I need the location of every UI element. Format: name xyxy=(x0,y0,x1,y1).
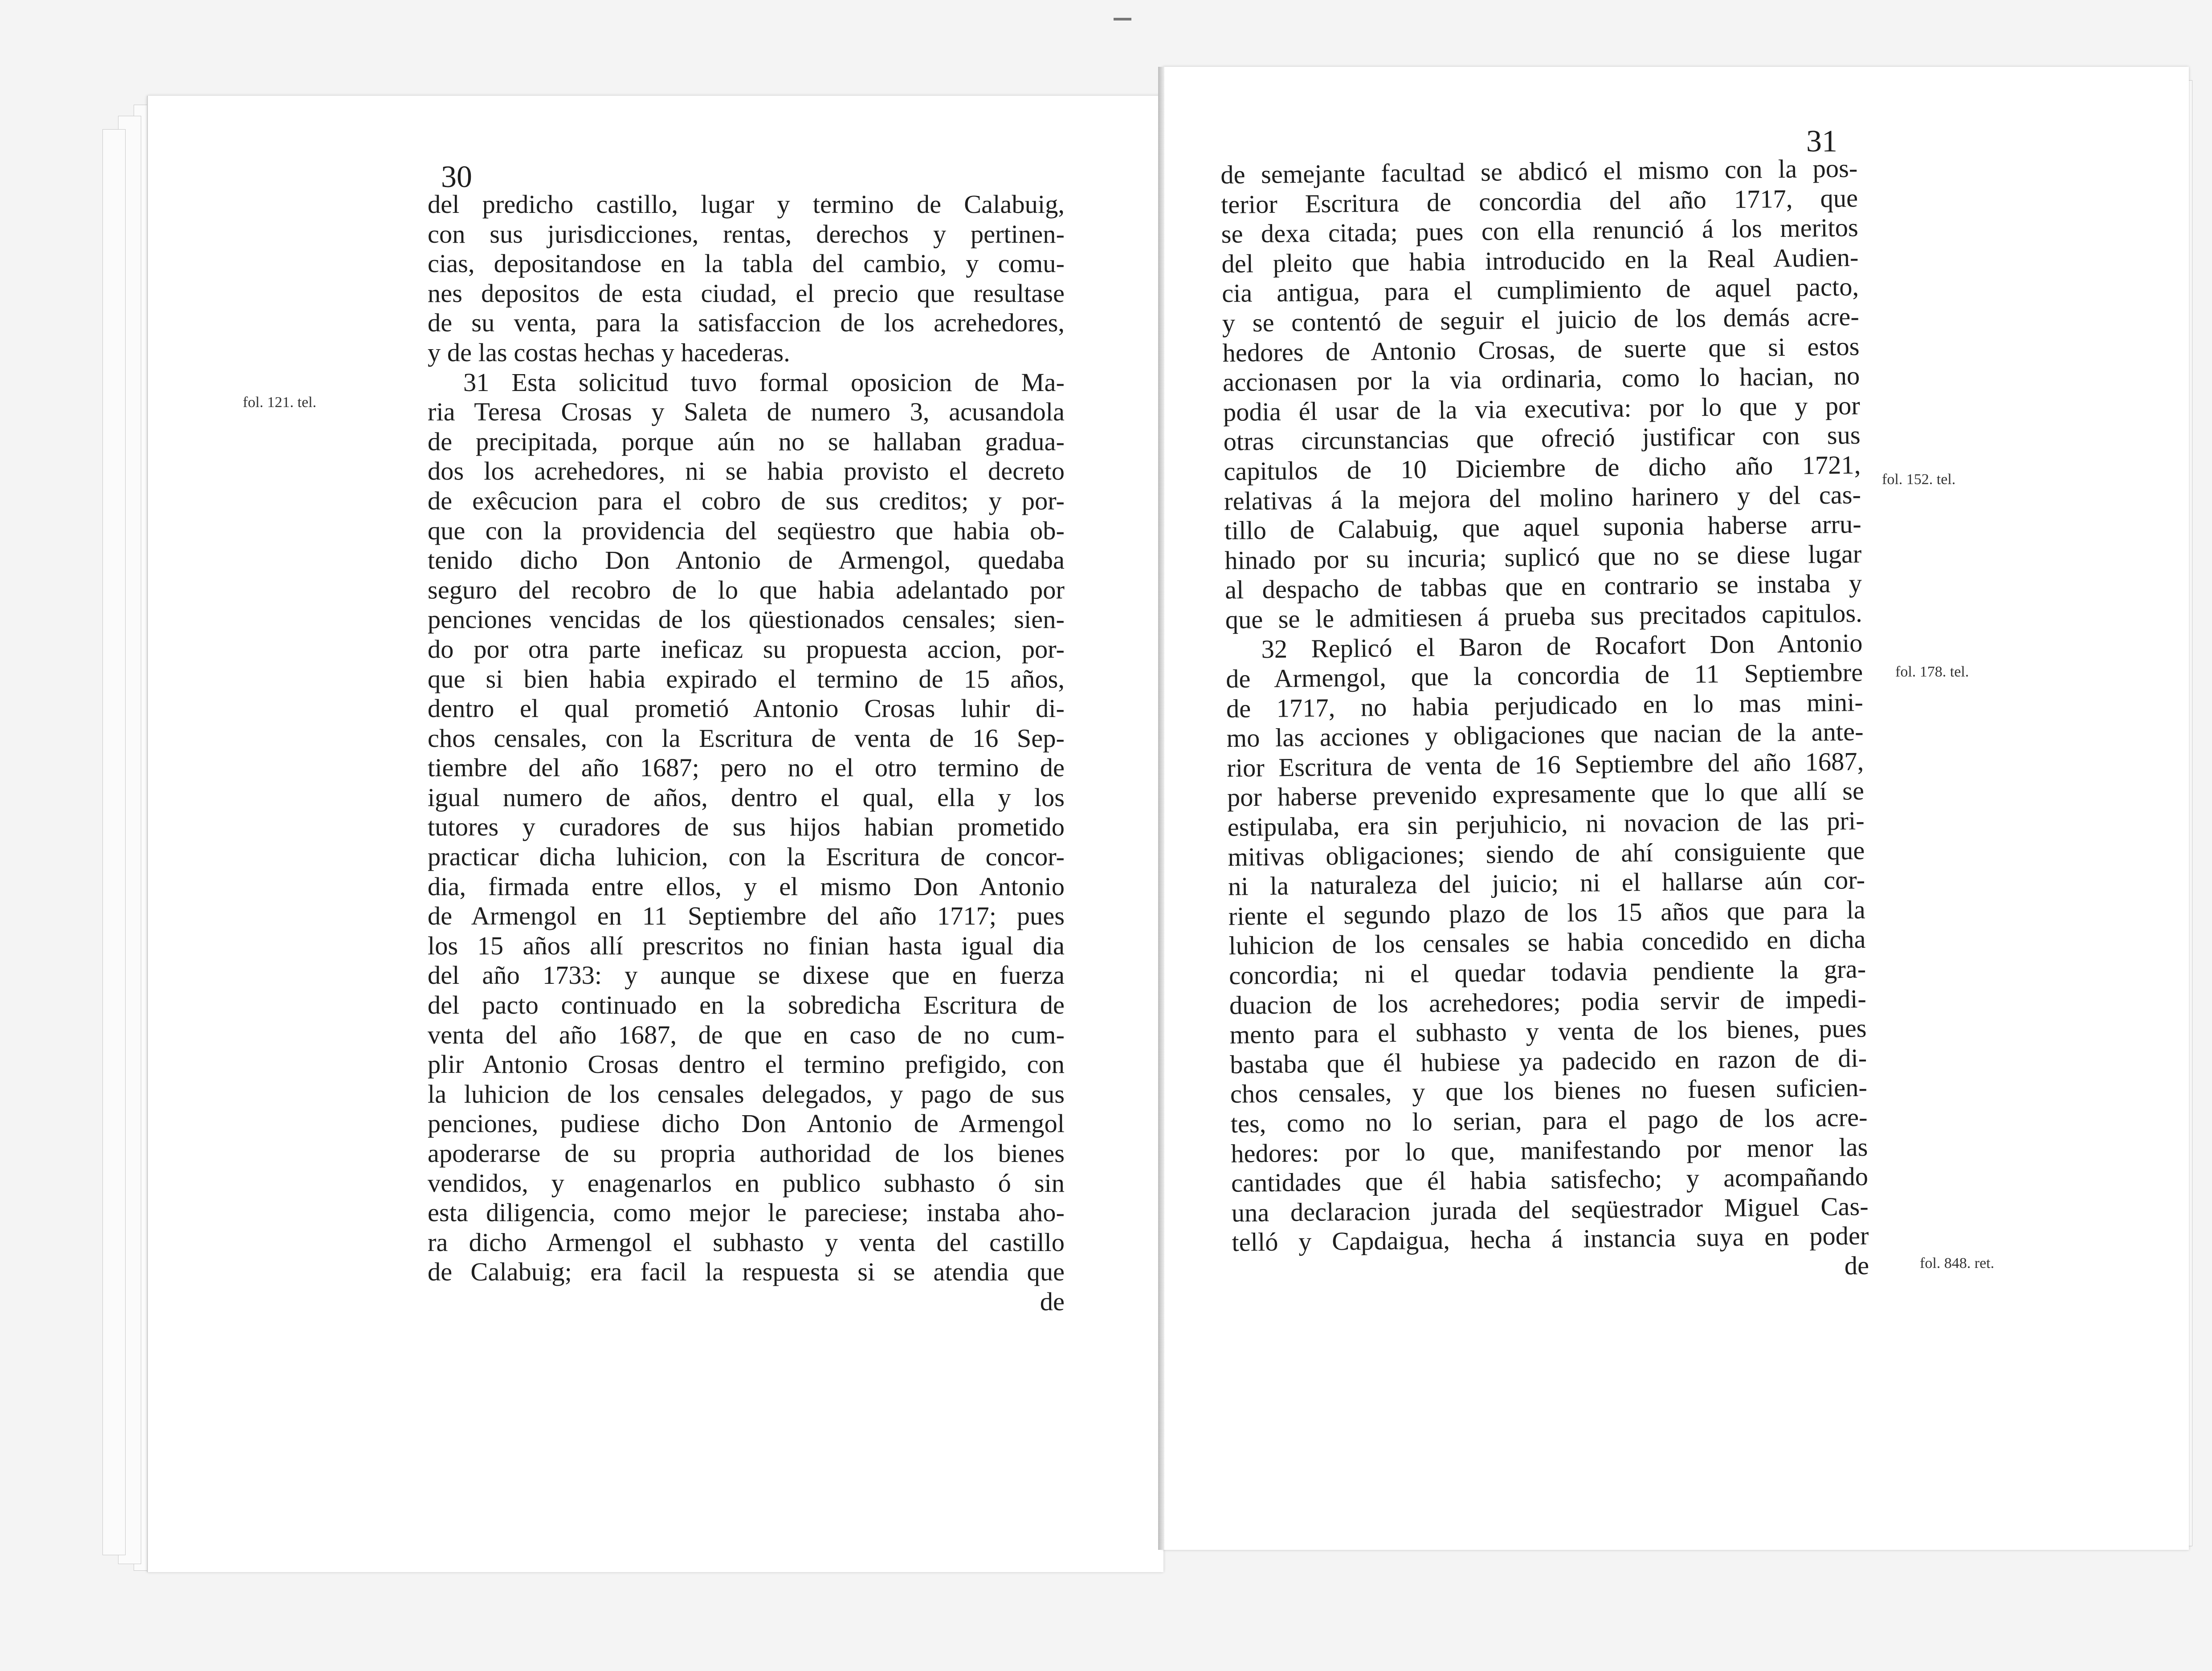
margin-note-folio: fol. 152. tel. xyxy=(1882,471,1956,488)
text-line: con sus jurisdicciones, rentas, derechos y pertinen- xyxy=(428,219,1065,249)
text-line: mitivas obligaciones; siendo de ahí consiguiente que xyxy=(1228,836,1865,872)
text-line: seguro del recobro de lo que habia adelantado por xyxy=(428,575,1065,604)
margin-note-folio: fol. 121. tel. xyxy=(243,394,317,411)
text-line: de exêcucion para el cobro de sus creditos; y por- xyxy=(428,486,1065,515)
text-line: ni la naturaleza del juicio; ni el hallarse aún cor- xyxy=(1228,865,1865,901)
text-line: penciones, pudiese dicho Don Antonio de Armengol xyxy=(428,1109,1065,1138)
text-line: ra dicho Armengol el subhasto y venta del castillo xyxy=(428,1227,1065,1257)
text-line: bastaba que él hubiese ya padecido en razon de di- xyxy=(1229,1043,1867,1079)
margin-note-folio: fol. 178. tel. xyxy=(1895,664,1969,680)
scanner-dash-mark xyxy=(1114,18,1131,20)
paragraph-start-line: 32 Replicó el Baron de Rocafort Don Antonio xyxy=(1261,628,1863,664)
text-line: igual numero de años, dentro el qual, ella y los xyxy=(428,783,1065,812)
text-line: la luhicion de los censales delegados, y pago de sus xyxy=(428,1079,1065,1109)
text-line: practicar dicha luhicion, con la Escritura de concor- xyxy=(428,842,1065,872)
text-line: plir Antonio Crosas dentro el termino prefigido, con xyxy=(428,1050,1065,1079)
text-line: de Armengol en 11 Septiembre del año 1717; pues xyxy=(428,901,1065,931)
text-line: chos censales, y que los bienes no fuesen suficien- xyxy=(1230,1073,1868,1109)
text-line: mento para el subhasto y venta de los bienes, pues xyxy=(1229,1014,1867,1050)
text-line: otras circunstancias que ofreció justificar con sus xyxy=(1223,420,1861,456)
text-line: de precipitada, porque aún no se hallaban gradua- xyxy=(428,427,1065,456)
margin-note-folio: fol. 848. ret. xyxy=(1920,1255,1995,1272)
text-line: vendidos, y enagenarlos en publico subhasto ó sin xyxy=(428,1168,1065,1198)
book-gutter xyxy=(1158,67,1164,1550)
text-line: de semejante facultad se abdicó el mismo con la pos- xyxy=(1220,154,1858,189)
text-line: estipulaba, era sin perjuhicio, ni novacion de las pri- xyxy=(1227,806,1865,842)
text-line: dia, firmada entre ellos, y el mismo Don Antonio xyxy=(428,872,1065,901)
text-line: dos los acrehedores, ni se habia provisto el decreto xyxy=(428,456,1065,486)
text-line: y de las costas hechas y hacederas. xyxy=(428,338,790,367)
text-line: se dexa citada; pues con ella renunció á los meritos xyxy=(1221,213,1858,249)
text-line: chos censales, con la Escritura de venta de 16 Sep- xyxy=(428,723,1065,753)
text-line: capitulos de 10 Diciembre de dicho año 1721, xyxy=(1223,450,1861,486)
text-line: dentro el qual prometió Antonio Crosas luhir di- xyxy=(428,694,1065,723)
text-line: cias, depositandose en la tabla del cambio, y comu- xyxy=(428,249,1065,278)
text-line: los 15 años allí prescritos no finian hasta igual dia xyxy=(428,931,1065,960)
text-line: duacion de los acrehedores; podia servir de impedi- xyxy=(1229,984,1867,1020)
text-line: de Calabuig; era facil la respuesta si se atendia que xyxy=(428,1257,1065,1287)
text-line: del predicho castillo, lugar y termino de Calabuig, xyxy=(428,190,1065,219)
text-line: tenido dicho Don Antonio de Armengol, quedaba xyxy=(428,546,1065,575)
text-line: tillo de Calabuig, que aquel suponia haberse arru- xyxy=(1224,509,1861,546)
text-line: que si bien habia expirado el termino de 15 años, xyxy=(428,664,1065,693)
text-line: do por otra parte ineficaz su propuesta accion, por- xyxy=(428,634,1065,664)
text-line: penciones vencidas de los qüestionados censales; sien- xyxy=(428,605,1065,634)
text-line: riente el segundo plazo de los 15 años que para la xyxy=(1228,895,1866,931)
text-line: por haberse prevenido expresamente que lo que allí se xyxy=(1227,776,1865,812)
right-page-number: 31 xyxy=(1806,124,1837,159)
text-line: que con la providencia del seqüestro que habia ob- xyxy=(428,516,1065,545)
right-page-text xyxy=(1220,154,1869,1287)
text-line: tes, como no lo serian, para el pago de los acre- xyxy=(1230,1102,1868,1138)
text-line: al despacho de tabbas que en contrario se instaba y xyxy=(1224,569,1862,605)
text-line: apoderarse de su propria authoridad de los bienes xyxy=(428,1139,1065,1168)
text-line: del pleito que habia introducido en la Real Audien- xyxy=(1221,242,1859,278)
text-line: tutores y curadores de sus hijos habian prometido xyxy=(428,812,1065,842)
text-line: ria Teresa Crosas y Saleta de numero 3, acusandola xyxy=(428,397,1065,427)
text-line: hedores: por lo que, manifestando por menor las xyxy=(1231,1132,1868,1168)
text-line: luhicion de los censales se habia concedido en dicha xyxy=(1228,925,1866,961)
text-line: telló y Capdaigua, hecha á instancia suya en poder xyxy=(1232,1221,1869,1257)
text-line: concordia; ni el quedar todavia pendiente la gra- xyxy=(1228,954,1866,990)
text-line: esta diligencia, como mejor le pareciese; instaba aho- xyxy=(428,1198,1065,1227)
text-line: venta del año 1687, de que en caso de no cum- xyxy=(428,1020,1065,1049)
text-line: cia antigua, para el cumplimiento de aquel pacto, xyxy=(1221,272,1859,308)
left-page-number: 30 xyxy=(441,160,472,194)
text-line: cantidades que él habia satisfecho; y acompañando xyxy=(1231,1162,1869,1198)
text-line: tiembre del año 1687; pero no el otro termino de xyxy=(428,753,1065,783)
text-line: de Armengol, que la concordia de 11 Septiembre xyxy=(1225,658,1863,694)
text-line: del pacto continuado en la sobredicha Escritura de xyxy=(428,990,1065,1020)
text-line: una declaracion jurada del seqüestrador Miguel Cas- xyxy=(1231,1191,1869,1227)
catchword: de xyxy=(1040,1287,1065,1316)
text-line: hinado por su incuria; suplicó que no se diese lugar xyxy=(1224,539,1862,575)
text-line: rior Escritura de venta de 16 Septiembre del año 1687, xyxy=(1226,746,1864,783)
left-page-text xyxy=(428,190,1065,1317)
catchword: de xyxy=(1844,1251,1869,1280)
text-line: que se le admitiesen á prueba sus precitados capitulos. xyxy=(1225,598,1863,634)
text-line: terior Escritura de concordia del año 1717, que xyxy=(1220,183,1858,219)
text-line: accionasen por la via ordinaria, como lo hacian, no xyxy=(1222,361,1860,397)
text-line: podia él usar de la via executiva: por lo que y por xyxy=(1223,391,1861,427)
text-line: y se contentó de seguir el juicio de los demás acre- xyxy=(1222,302,1860,338)
text-line: del año 1733: y aunque se dixese que en fuerza xyxy=(428,961,1065,990)
text-line: mo las acciones y obligaciones que nacian de la ante- xyxy=(1226,717,1864,753)
text-line: de su venta, para la satisfaccion de los acrehedores, xyxy=(428,308,1065,338)
text-line: hedores de Antonio Crosas, de suerte que si estos xyxy=(1222,331,1860,367)
page-stack-layer xyxy=(102,129,126,1555)
text-line: nes depositos de esta ciudad, el precio que resultase xyxy=(428,278,1065,308)
text-line: relativas á la mejora del molino harinero y del cas- xyxy=(1224,480,1861,516)
text-line: de 1717, no habia perjudicado en lo mas mini- xyxy=(1226,687,1864,723)
paragraph-start-line: 31 Esta solicitud tuvo formal oposicion de Ma- xyxy=(463,367,1065,397)
